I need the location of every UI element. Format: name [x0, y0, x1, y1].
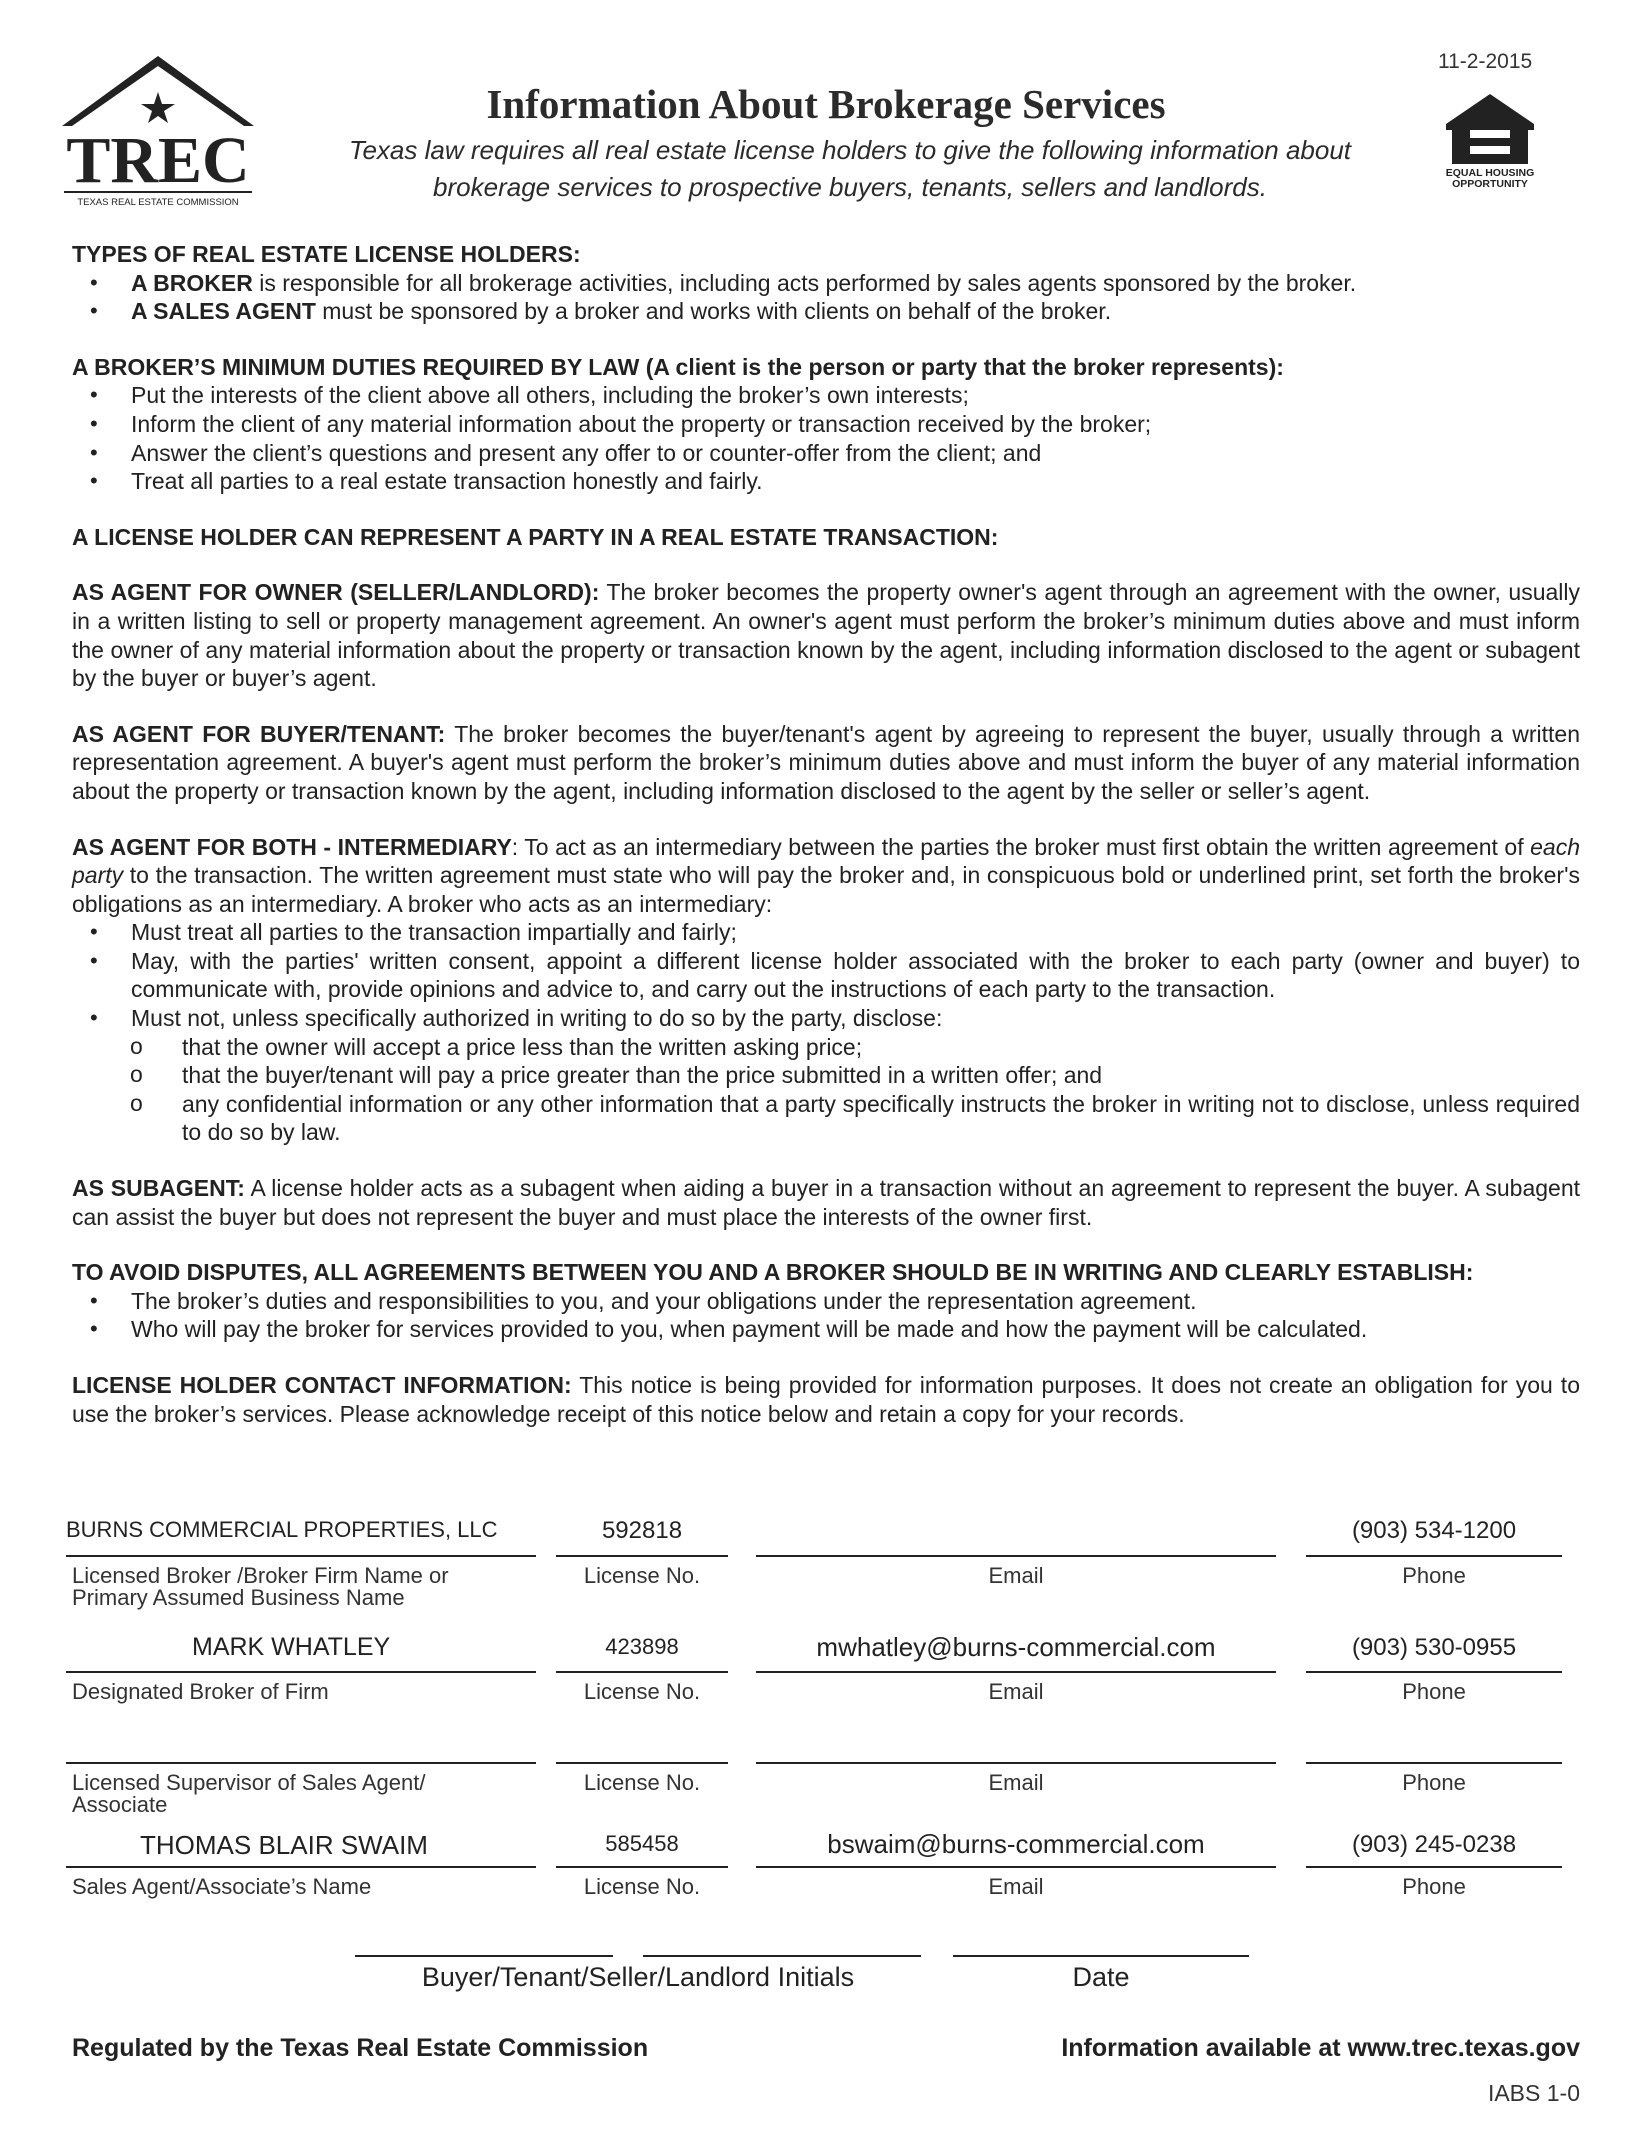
field-label: Phone [1402, 1770, 1466, 1795]
date-line[interactable] [953, 1955, 1249, 1957]
list-item: • Treat all parties to a real estate transaction honestly and fairly. [72, 467, 1580, 496]
field-label: Phone [1402, 1563, 1466, 1588]
designated-broker-email[interactable]: mwhatley@burns-commercial.com [816, 1632, 1216, 1662]
sales-agent-name[interactable]: THOMAS BLAIR SWAIM [140, 1830, 428, 1860]
field-label: License No. [583, 1770, 701, 1795]
designated-broker-phone[interactable]: (903) 530-0955 [1351, 1634, 1517, 1661]
list-item: • May, with the parties' written consent, appoint a different license holder associated with the broker to each party (owner and buyer) to communicate with, provide opinions and advice to, and carry out the instructions of each party to the transaction. [72, 947, 1580, 1004]
field-label: Email [988, 1874, 1044, 1899]
regulated-text: Regulated by the Texas Real Estate Commission [72, 2034, 649, 2062]
sub-list-item: o that the buyer/tenant will pay a price greater than the price submitted in a written offer; and [72, 1061, 1580, 1090]
designated-broker-name[interactable]: MARK WHATLEY [192, 1633, 391, 1661]
represent-heading: A LICENSE HOLDER CAN REPRESENT A PARTY IN A REAL ESTATE TRANSACTION: [72, 523, 999, 550]
duties-heading: A BROKER’S MINIMUM DUTIES REQUIRED BY LAW (A client is the person or party that the broker represents): [72, 353, 1284, 380]
logo-text: TREC [66, 124, 250, 197]
buyer-agent-paragraph: AS AGENT FOR BUYER/TENANT: The broker becomes the buyer/tenant's agent by agreeing to represent the buyer, usually through a written representation agreement. A buyer's agent must perform the broker’s minimum duties above and must inform the buyer of any material information about the property or transaction known by the agent, including information disclosed to the agent by the seller or seller’s agent. [72, 720, 1581, 804]
broker-phone[interactable]: (903) 534-1200 [1351, 1517, 1517, 1544]
trec-logo [58, 52, 258, 212]
logo-caption: TEXAS REAL ESTATE COMMISSION [77, 197, 239, 208]
equal-housing-icon [1440, 90, 1540, 190]
form-date: 11-2-2015 [1438, 50, 1533, 73]
list-item: • A SALES AGENT must be sponsored by a broker and works with clients on behalf of the broker. [72, 297, 1580, 326]
types-heading: TYPES OF REAL ESTATE LICENSE HOLDERS: [72, 241, 581, 267]
sales-agent-phone[interactable]: (903) 245-0238 [1351, 1831, 1517, 1858]
sub-list-item: o any confidential information or any other information that a party specifically instructs the broker in writing not to disclose, unless required to do so by law. [72, 1090, 1580, 1147]
designated-broker-license[interactable]: 423898 [605, 1634, 679, 1659]
field-label: Email [988, 1563, 1044, 1588]
broker-license-no[interactable]: 592818 [601, 1517, 683, 1544]
field-label: Phone [1402, 1679, 1466, 1704]
initials-label: Buyer/Tenant/Seller/Landlord Initials [421, 1962, 855, 1992]
list-item: • Must treat all parties to the transaction impartially and fairly; [72, 918, 1580, 947]
intermediary-paragraph: AS AGENT FOR BOTH - INTERMEDIARY: To act as an intermediary between the parties the broker must first obtain the written agreement of each party to the transaction. The written agreement must state who will pay the broker and, in conspicuous bold or underlined print, set forth the broker's obligations as an intermediary. A broker who acts as an intermediary: [72, 833, 1580, 917]
disputes-heading: TO AVOID DISPUTES, ALL AGREEMENTS BETWEEN YOU AND A BROKER SHOULD BE IN WRITING AND CLEARLY ESTABLISH: [72, 1259, 1474, 1286]
field-label: Associate [72, 1792, 168, 1817]
date-label: Date [1072, 1962, 1130, 1992]
field-label: License No. [583, 1563, 701, 1588]
contact-paragraph: LICENSE HOLDER CONTACT INFORMATION: This notice is being provided for information purposes. It does not create an obligation for you to use the broker’s services. Please acknowledge receipt of this notice below and retain a copy for your records. [72, 1372, 1580, 1427]
field-label: Email [988, 1770, 1044, 1795]
sub-list-item: o that the owner will accept a price less than the written asking price; [72, 1033, 1580, 1062]
list-item: • Answer the client’s questions and present any offer to or counter-offer from the client; and [72, 439, 1580, 468]
field-label: License No. [583, 1679, 701, 1704]
field-label: Licensed Broker /Broker Firm Name or [72, 1563, 449, 1588]
info-text: Information available at www.trec.texas.gov [1061, 2034, 1580, 2062]
field-label: Email [988, 1679, 1044, 1704]
subagent-paragraph: AS SUBAGENT: A license holder acts as a subagent when aiding a buyer in a transaction without an agreement to represent the buyer. A subagent can assist the buyer but does not represent the buyer and must place the interests of the owner first. [72, 1175, 1581, 1230]
sales-agent-license[interactable]: 585458 [605, 1831, 679, 1856]
field-label: Primary Assumed Business Name [72, 1585, 405, 1610]
field-label: Phone [1402, 1874, 1466, 1899]
field-label: Licensed Supervisor of Sales Agent/ [72, 1770, 426, 1795]
initials-line-1[interactable] [355, 1955, 613, 1957]
list-item: • Must not, unless specifically authorized in writing to do so by the party, disclose: [72, 1004, 1580, 1033]
page-title: Information About Brokerage Services [486, 81, 1166, 127]
broker-firm-name[interactable]: BURNS COMMERCIAL PROPERTIES, LLC [66, 1517, 498, 1542]
list-item: • Who will pay the broker for services provided to you, when payment will be made and how the payment will be calculated. [72, 1315, 1580, 1344]
page-subtitle: Texas law requires all real estate license holders to give the following information about brokerage services to prospective buyers, tenants, sellers and landlords. [348, 135, 1352, 202]
form-id: IABS 1-0 [1487, 2080, 1580, 2106]
owner-agent-paragraph: AS AGENT FOR OWNER (SELLER/LANDLORD): The broker becomes the property owner's agent through an agreement with the owner, usually in a written listing to sell or property management agreement. An owner's agent must perform the broker’s minimum duties above and must inform the owner of any material information about the property or transaction known by the agent, including information disclosed to the agent or subagent by the buyer or buyer’s agent. [72, 579, 1580, 692]
field-label: Designated Broker of Firm [72, 1679, 329, 1704]
field-label: Sales Agent/Associate’s Name [72, 1874, 372, 1899]
list-item: • A BROKER is responsible for all brokerage activities, including acts performed by sales agents sponsored by the broker. [72, 269, 1580, 298]
list-item: • The broker’s duties and responsibilities to you, and your obligations under the representation agreement. [72, 1287, 1580, 1316]
svg-text:OPPORTUNITY: OPPORTUNITY [1452, 178, 1528, 190]
list-item: • Put the interests of the client above all others, including the broker’s own interests; [72, 381, 1580, 410]
list-item: • Inform the client of any material information about the property or transaction received by the broker; [72, 410, 1580, 439]
field-label: License No. [583, 1874, 701, 1899]
sales-agent-email[interactable]: bswaim@burns-commercial.com [827, 1829, 1205, 1859]
initials-line-2[interactable] [643, 1955, 921, 1957]
notice-body [72, 240, 1580, 1428]
svg-text:EQUAL HOUSING: EQUAL HOUSING [1445, 167, 1535, 179]
